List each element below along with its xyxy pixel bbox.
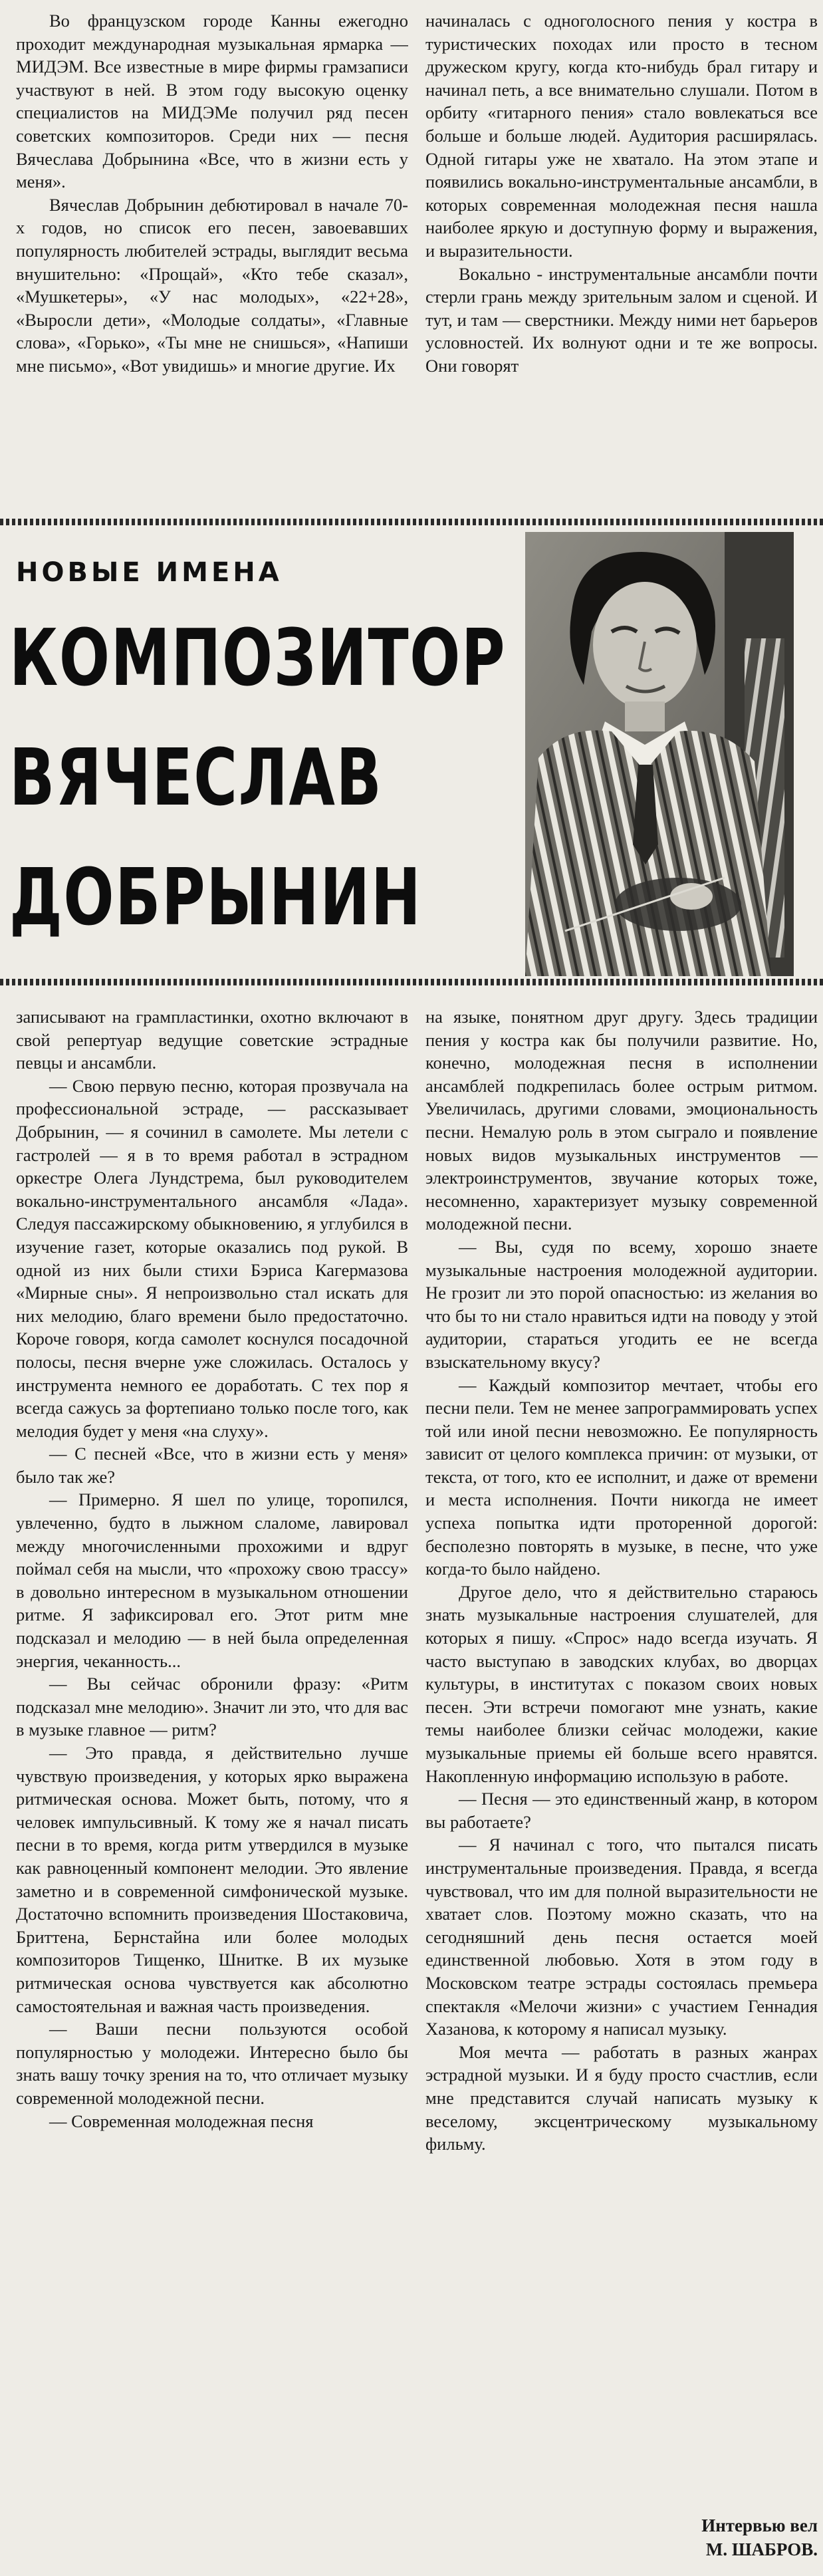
paragraph: Моя мечта — работать в разных жанрах эстрадной музыки. И я буду просто счастлив, если мне представится случай написать музыку к веселому, эксцентрическому музыкальному фильму. [425, 2041, 818, 2154]
byline-author: М. ШАБРОВ. [705, 2539, 818, 2559]
paragraph: Вокально - инструментальные ансамбли почти стерли грань между зрительным залом и сценой. И тут, и там — сверстники. Между ними нет барьеров условностей. Их волнуют одни и те же вопросы. Они говорят [425, 263, 818, 376]
dotted-divider-bottom [0, 979, 823, 985]
paragraph: — Каждый композитор мечтает, чтобы его песни пели. Тем не менее запрограммировать успех той или иной песни невозможно. Ее популярность зависит от целого комплекса причин: от музыки, от текста, от того, кто ее исполнит, и даже от времени и места исполнения. Почти никогда не имеет успеха попытка идти проторенной дорогой: бесполезно повторять в музыке, в песне, что уже когда-то было найдено. [425, 1374, 818, 1579]
paragraph: — Песня — это единственный жанр, в котором вы работаете? [425, 1789, 818, 1832]
headline-line-1: КОМПОЗИТОР [9, 612, 507, 704]
paragraph: — Вы, судя по всему, хорошо знаете музыкальные настроения молодежной аудитории. Не грозит ли это порой опасностью: из желания во что бы то ни стало нравиться идти на поводу у этой аудитории, стараться угодить ее не всегда взыскательному вкусу? [425, 1236, 818, 1372]
photo-illustration [525, 532, 794, 976]
paragraph: Другое дело, что я действительно стараюсь знать музыкальные настроения слушателей, для которых я пишу. «Спрос» надо всегда изучать. Я часто выступаю в заводских клубах, во дворцах культуры, в институтах с показом своих новых песен. Эти встречи помогают мне узнать, какие темы наиболее близки сейчас молодежи, какие музыкальные приемы ей больше всего нравятся. Накопленную информацию использую в работе. [425, 1581, 818, 1786]
paragraph: — Современная молодежная песня [49, 2111, 314, 2131]
article-column-top-left [16, 9, 408, 501]
paragraph: Во французском городе Канны ежегодно проходит международная музыкальная ярмарка — МИДЭМ. Все известные в мире фирмы грамзаписи участвуют в ней. В этом году высокую оценку специалистов на МИДЭМе получил ряд песен советских композиторов. Среди них — песня Вячеслава Добрынина «Все, что в жизни есть у меня». [16, 11, 408, 192]
headline-line-3: ДОБРЫНИН [9, 851, 422, 943]
paragraph: начиналась с одноголосного пения у костра в туристических походах или просто в тесном дружеском кругу, когда кто-нибудь брал гитару и начинал петь, а все внимательно слушали. Потом в орбиту «гитарного пения» стало вовлекаться все больше и больше людей. Аудитория расширялась. Одной гитары уже не хватало. На этом этапе и появились вокально-инструментальные ансамбли, в которых современная молодежная песня нашла наиболее яркую и доступную форму и выражения, и выразительности. [425, 11, 818, 261]
byline-label: Интервью вел [701, 2515, 818, 2535]
dotted-divider-top [0, 519, 823, 525]
section-kicker: НОВЫЕ ИМЕНА [16, 557, 283, 588]
byline [618, 2513, 818, 2561]
article-column-bottom-left [16, 1005, 408, 2568]
paragraph: — Ваши песни пользуются особой популярностью у молодежи. Интересно было бы знать вашу точку зрения на то, что отличает музыку современной молодежной песни. [16, 2019, 408, 2108]
composer-portrait-photo [525, 532, 794, 976]
headline-line-2: ВЯЧЕСЛАВ [9, 731, 383, 823]
paragraph: — Свою первую песню, которая прозвучала на профессиональной эстраде, — рассказывает Добрынин, — я сочинил в самолете. Мы летели с гастролей — я в то время работал в эстрадном оркестре Олега Лундстрема, был руководителем вокально-инструментального ансамбля «Лада». Следуя пассажирскому обыкновению, я углубился в изучение газет, которые оказались под рукой. В одной из них были стихи Бэриса Кагермазова «Мирные сны». Я непроизвольно стал искать для них мелодию, благо времени было предостаточно. Короче говоря, когда самолет коснулся посадочной полосы, песня вчерне уже сложилась. Осталось у инструмента немного ее доработать. С тех пор я всегда сажусь за фортепиано только после того, как мелодия будет у меня «на слуху». [16, 1075, 408, 1441]
paragraph: — Вы сейчас обронили фразу: «Ритм подсказал мне мелодию». Значит ли это, что для вас в музыке главное — ритм? [16, 1674, 408, 1740]
article-column-bottom-right [425, 1005, 818, 2568]
article-column-top-right [425, 9, 818, 501]
paragraph: — Примерно. Я шел по улице, торопился, увлеченно, будто в лыжном слаломе, лавировал между многочисленными прохожими и вдруг поймал себя на мысли, что «прохожу свою трассу» в довольно интересном в музыкальном отношении ритме. Я зафиксировал его. Этот ритм мне подсказал и мелодию — в ней была определенная энергия, чеканность... [16, 1489, 408, 1671]
paragraph: записывают на грампластинки, охотно включают в свой репертуар ведущие советские эстрадные певцы и ансамбли. [16, 1007, 408, 1073]
paragraph: — Это правда, я действительно лучше чувствую произведения, у которых ярко выражена ритмическая основа. Может быть, потому, что я человек импульсивный. К тому же я начал писать песни в то время, когда ритм утвердился в музыке как равноценный компонент мелодии. Это явление заметно и в современной симфонической музыке. Достаточно вспомнить произведения Шостаковича, Бриттена, Бернстайна или более молодых композиторов Тищенко, Шнитке. В их музыке ритмическая основа чувствуется как абсолютно самостоятельная и важная часть произведения. [16, 1743, 408, 2016]
paragraph: — С песней «Все, что в жизни есть у меня» было так же? [16, 1444, 408, 1487]
paragraph: — Я начинал с того, что пытался писать инструментальные произведения. Правда, я всегда чувствовал, что им для полной выразительности не хватает слов. Поэтому можно сказать, что на сегодняшний день песня остается моей единственной любовью. Хотя в этом году в Московском театре эстрады состоялась премьера спектакля «Мелочи жизни» с участием Геннадия Хазанова, к которому я написал музыку. [425, 1835, 818, 2039]
paragraph: Вячеслав Добрынин дебютировал в начале 70-х годов, но список его песен, завоевавших популярность любителей эстрады, выглядит весьма внушительно: «Прощай», «Кто тебе сказал», «Мушкетеры», «У нас молодых», «22+28», «Выросли дети», «Молодые солдаты», «Главные слова», «Горько», «Ты мне не снишься», «Напиши мне письмо», «Вот увидишь» и многие другие. Их [16, 194, 408, 376]
paragraph: на языке, понятном друг другу. Здесь традиции пения у костра как бы получили развитие. Но, конечно, молодежная песня в исполнении ансамблей подкрепилась более острым ритмом. Увеличилась, другими словами, эмоциональность песни. Немалую роль в этом сыграло и появление новых видов музыкальных инструментов — электроинструментов, звучание которых тоже, несомненно, характеризует музыку современной молодежной песни. [425, 1007, 818, 1234]
